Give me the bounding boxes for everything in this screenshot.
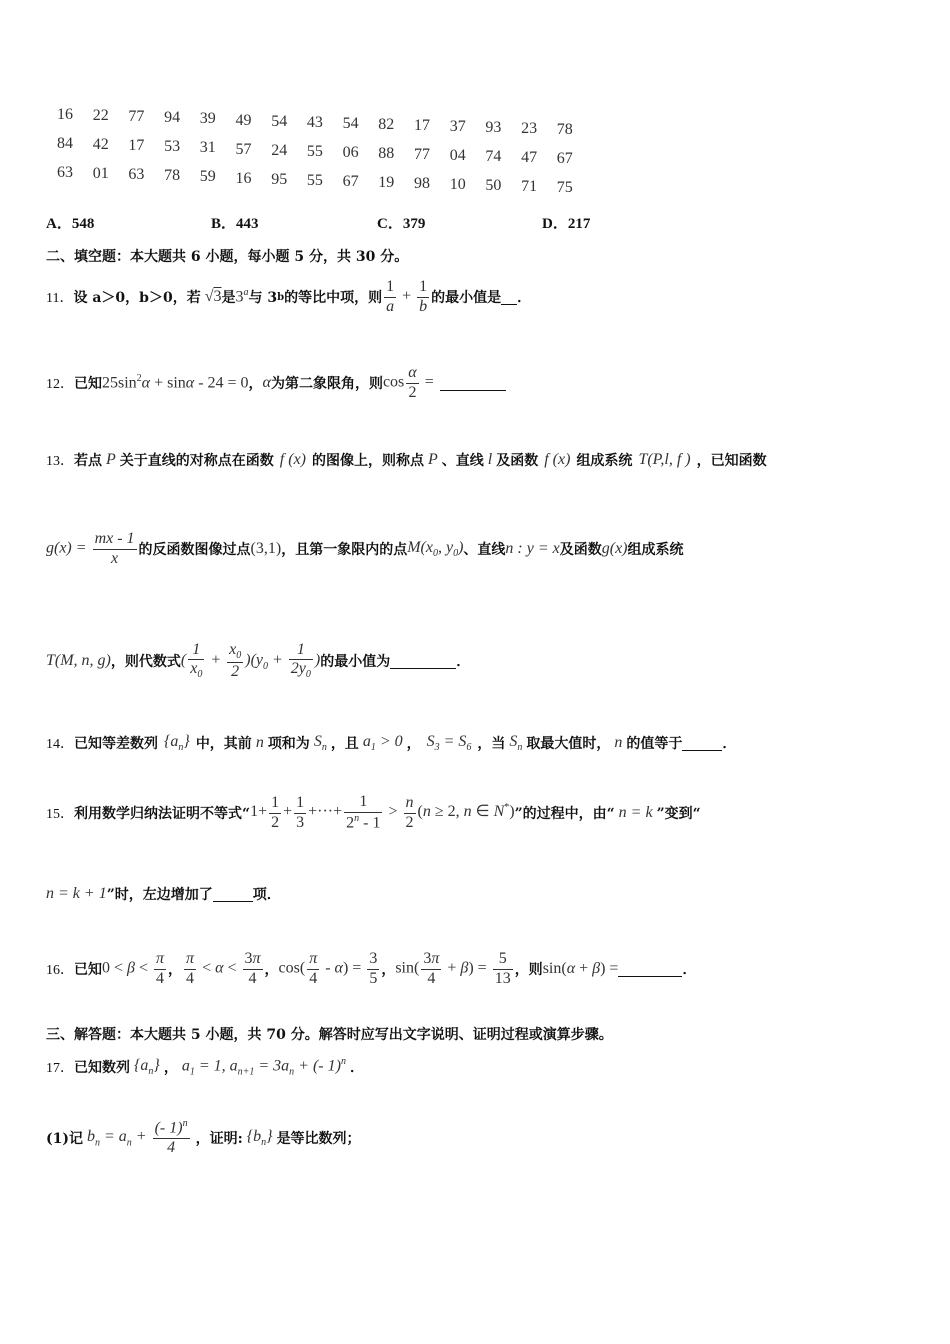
answer-blank xyxy=(682,736,722,751)
table-cell: 53 xyxy=(164,138,181,156)
table-cell: 75 xyxy=(556,179,573,197)
table-cell: 37 xyxy=(449,118,466,136)
answer-blank xyxy=(390,654,456,669)
table-cell: 67 xyxy=(342,172,359,190)
question-11: 11． 设 a＞0，b＞0，若 √3 是 3$^a$ 与 3 b 的等比中项，则 $\frac{1}{a}$ + $\frac{1}{b}$ 的最小值是 ． xyxy=(46,278,532,315)
table-cell: 95 xyxy=(271,170,288,188)
table-cell: 57 xyxy=(235,140,252,158)
question-17: 17． 已知数列 $\{a_n\}$ ， $a_1 = 1$, $a_{n+1} = 3a_n$ + (- 1)$^n$ ． xyxy=(46,1056,364,1078)
question-12: 12． 已知 $25\sin^2\alpha + \sin\alpha - 24 = 0$ ， α 为第二象限角，则 cos $\frac{\alpha}{2}$ = xyxy=(46,358,506,408)
question-17-part1: (1)记 $b_n = a_n$ + $\frac{(- 1)^n}{4}$ ，证明: $\{b_n\}$ 是等比数列； xyxy=(46,1118,361,1157)
math-cos-half-alpha: cos $\frac{\alpha}{2}$ = xyxy=(382,364,434,401)
table-cell: 23 xyxy=(521,120,538,138)
table-cell: 74 xyxy=(485,148,502,166)
math-equation: $25\sin^2\alpha + \sin\alpha - 24 = 0$ xyxy=(102,373,249,392)
question-15: 15． 利用数学归纳法证明不等式“ 1+ $\frac{1}{2}$ + $\frac{1}{3}$ +···+ $\frac{1}{2^n - 1}$ > $\frac{n}{2}$ (n ≥ 2, n ∈ N*) ”的过程中，由“ n = k ”变到“ xyxy=(46,793,701,832)
question-14: 14． 已知等差数列 $\{a_n\}$ 中，其前 n 项和为 $S_n$ ，且 $a_1 > 0$ ， $S_3 = S_6$ ，当 $S_n$ 取最大值时， n 的值等于 ． xyxy=(46,732,737,754)
random-number-table xyxy=(40,100,600,200)
answer-blank xyxy=(501,290,517,305)
table-cell: 42 xyxy=(92,136,109,154)
table-cell: 55 xyxy=(306,171,323,189)
table-cell: 31 xyxy=(199,139,216,157)
table-cell: 78 xyxy=(164,167,181,185)
table-cell: 10 xyxy=(449,176,466,194)
answer-blank xyxy=(618,962,682,977)
table-cell: 54 xyxy=(342,114,359,132)
question-13: 13． 若点 P 关于直线的对称点在函数 f (x) 的图像上，则称点 P 、直线 l 及函数 f (x) 组成系统 T(P,l, f ) ，已知函数 xyxy=(46,451,767,469)
table-cell: 82 xyxy=(378,115,395,133)
table-cell: 17 xyxy=(414,117,430,134)
table-cell: 77 xyxy=(128,108,145,126)
table-cell: 16 xyxy=(57,106,73,123)
table-cell: 59 xyxy=(199,168,216,186)
question-number: 11． xyxy=(46,291,74,306)
option-a: A．548 xyxy=(46,216,95,232)
question-number: 16． xyxy=(46,963,74,978)
question-number: 13． xyxy=(46,454,74,469)
table-cell: 63 xyxy=(57,164,73,181)
table-cell: 54 xyxy=(271,112,288,130)
answer-blank xyxy=(213,887,253,902)
math-g-definition: g(x) = $\frac{mx - 1}{x}$ xyxy=(46,530,135,567)
answer-blank xyxy=(440,376,506,391)
math-alpha: α xyxy=(262,374,271,391)
question-13-line2: g(x) = $\frac{mx - 1}{x}$ 的反函数图像过点 (3,1) ，且第一象限内的点 $M(x_0$, $y_0$) 、直线 n : y = x 及函数 g(x) 组成系统 xyxy=(46,530,684,567)
section2-heading: 二、填空题：本大题共 6 小题，每小题 5 分，共 30 分。 xyxy=(46,249,409,265)
table-cell: 88 xyxy=(378,144,395,162)
question-number: 17． xyxy=(46,1061,74,1076)
table-cell: 77 xyxy=(414,146,430,163)
option-c: C．379 xyxy=(377,216,426,232)
table-cell: 06 xyxy=(342,143,359,161)
table-cell: 47 xyxy=(521,149,538,167)
table-cell: 55 xyxy=(306,142,323,160)
table-cell: 16 xyxy=(235,169,252,187)
question-number: 14． xyxy=(46,737,74,752)
table-cell: 49 xyxy=(235,111,252,129)
table-cell: 43 xyxy=(306,113,323,131)
table-cell: 71 xyxy=(521,178,538,196)
option-b: B．443 xyxy=(211,216,259,232)
table-cell: 39 xyxy=(199,110,216,128)
math-3a: 3$^a$ xyxy=(235,287,249,306)
question-number: 12． xyxy=(46,377,74,392)
math-sqrt3: √3 xyxy=(200,288,222,305)
table-cell: 24 xyxy=(271,141,288,159)
section3-heading: 三、解答题：本大题共 5 小题，共 70 分。解答时应写出文字说明、证明过程或演算步骤。 xyxy=(46,1027,613,1043)
table-cell: 17 xyxy=(128,137,145,155)
table-cell: 22 xyxy=(92,107,109,125)
question-number: 15． xyxy=(46,807,74,822)
table-cell: 01 xyxy=(92,165,109,183)
math-expression: ( $\frac{1}{x_0}$ + $\frac{x_0}{2}$ )($y_0$ + $\frac{1}{2y_0}$ ) xyxy=(180,640,321,681)
table-cell: 04 xyxy=(449,147,466,165)
math-inequality: 1+ $\frac{1}{2}$ + $\frac{1}{3}$ +···+ $\frac{1}{2^n - 1}$ > $\frac{n}{2}$ (n ≥ 2, n ∈ N*) xyxy=(250,793,515,832)
table-cell: 50 xyxy=(485,177,502,195)
table-cell: 94 xyxy=(164,109,181,127)
option-d: D．217 xyxy=(542,216,591,232)
question-16: 16． 已知 0 < β < $\frac{\pi}{4}$ ， $\frac{\pi}{4}$ < α < $\frac{3\pi}{4}$ ， cos( $\frac{\pi}{4}$ - α) = $\frac{3}{5}$ ， sin( $\frac{3\pi}{4}$ + β) = $\frac{5}{13}$ ，则 sin(α + β) = ． xyxy=(46,950,697,987)
table-cell: 98 xyxy=(414,175,430,192)
table-cell: 67 xyxy=(556,150,573,168)
table-cell: 84 xyxy=(57,135,73,152)
question-15-line2: n = k + 1 ”时，左边增加了 项． xyxy=(46,885,281,903)
table-cell: 93 xyxy=(485,119,502,137)
table-cell: 78 xyxy=(556,121,573,139)
question-13-line3: T(M, n, g) ，则代数式 ( $\frac{1}{x_0}$ + $\frac{x_0}{2}$ )($y_0$ + $\frac{1}{2y_0}$ ) 的最小值为 ． xyxy=(46,640,471,681)
math-1a-plus-1b: $\frac{1}{a}$ + $\frac{1}{b}$ xyxy=(386,278,428,315)
table-cell: 63 xyxy=(128,166,145,184)
table-cell: 19 xyxy=(378,173,395,191)
